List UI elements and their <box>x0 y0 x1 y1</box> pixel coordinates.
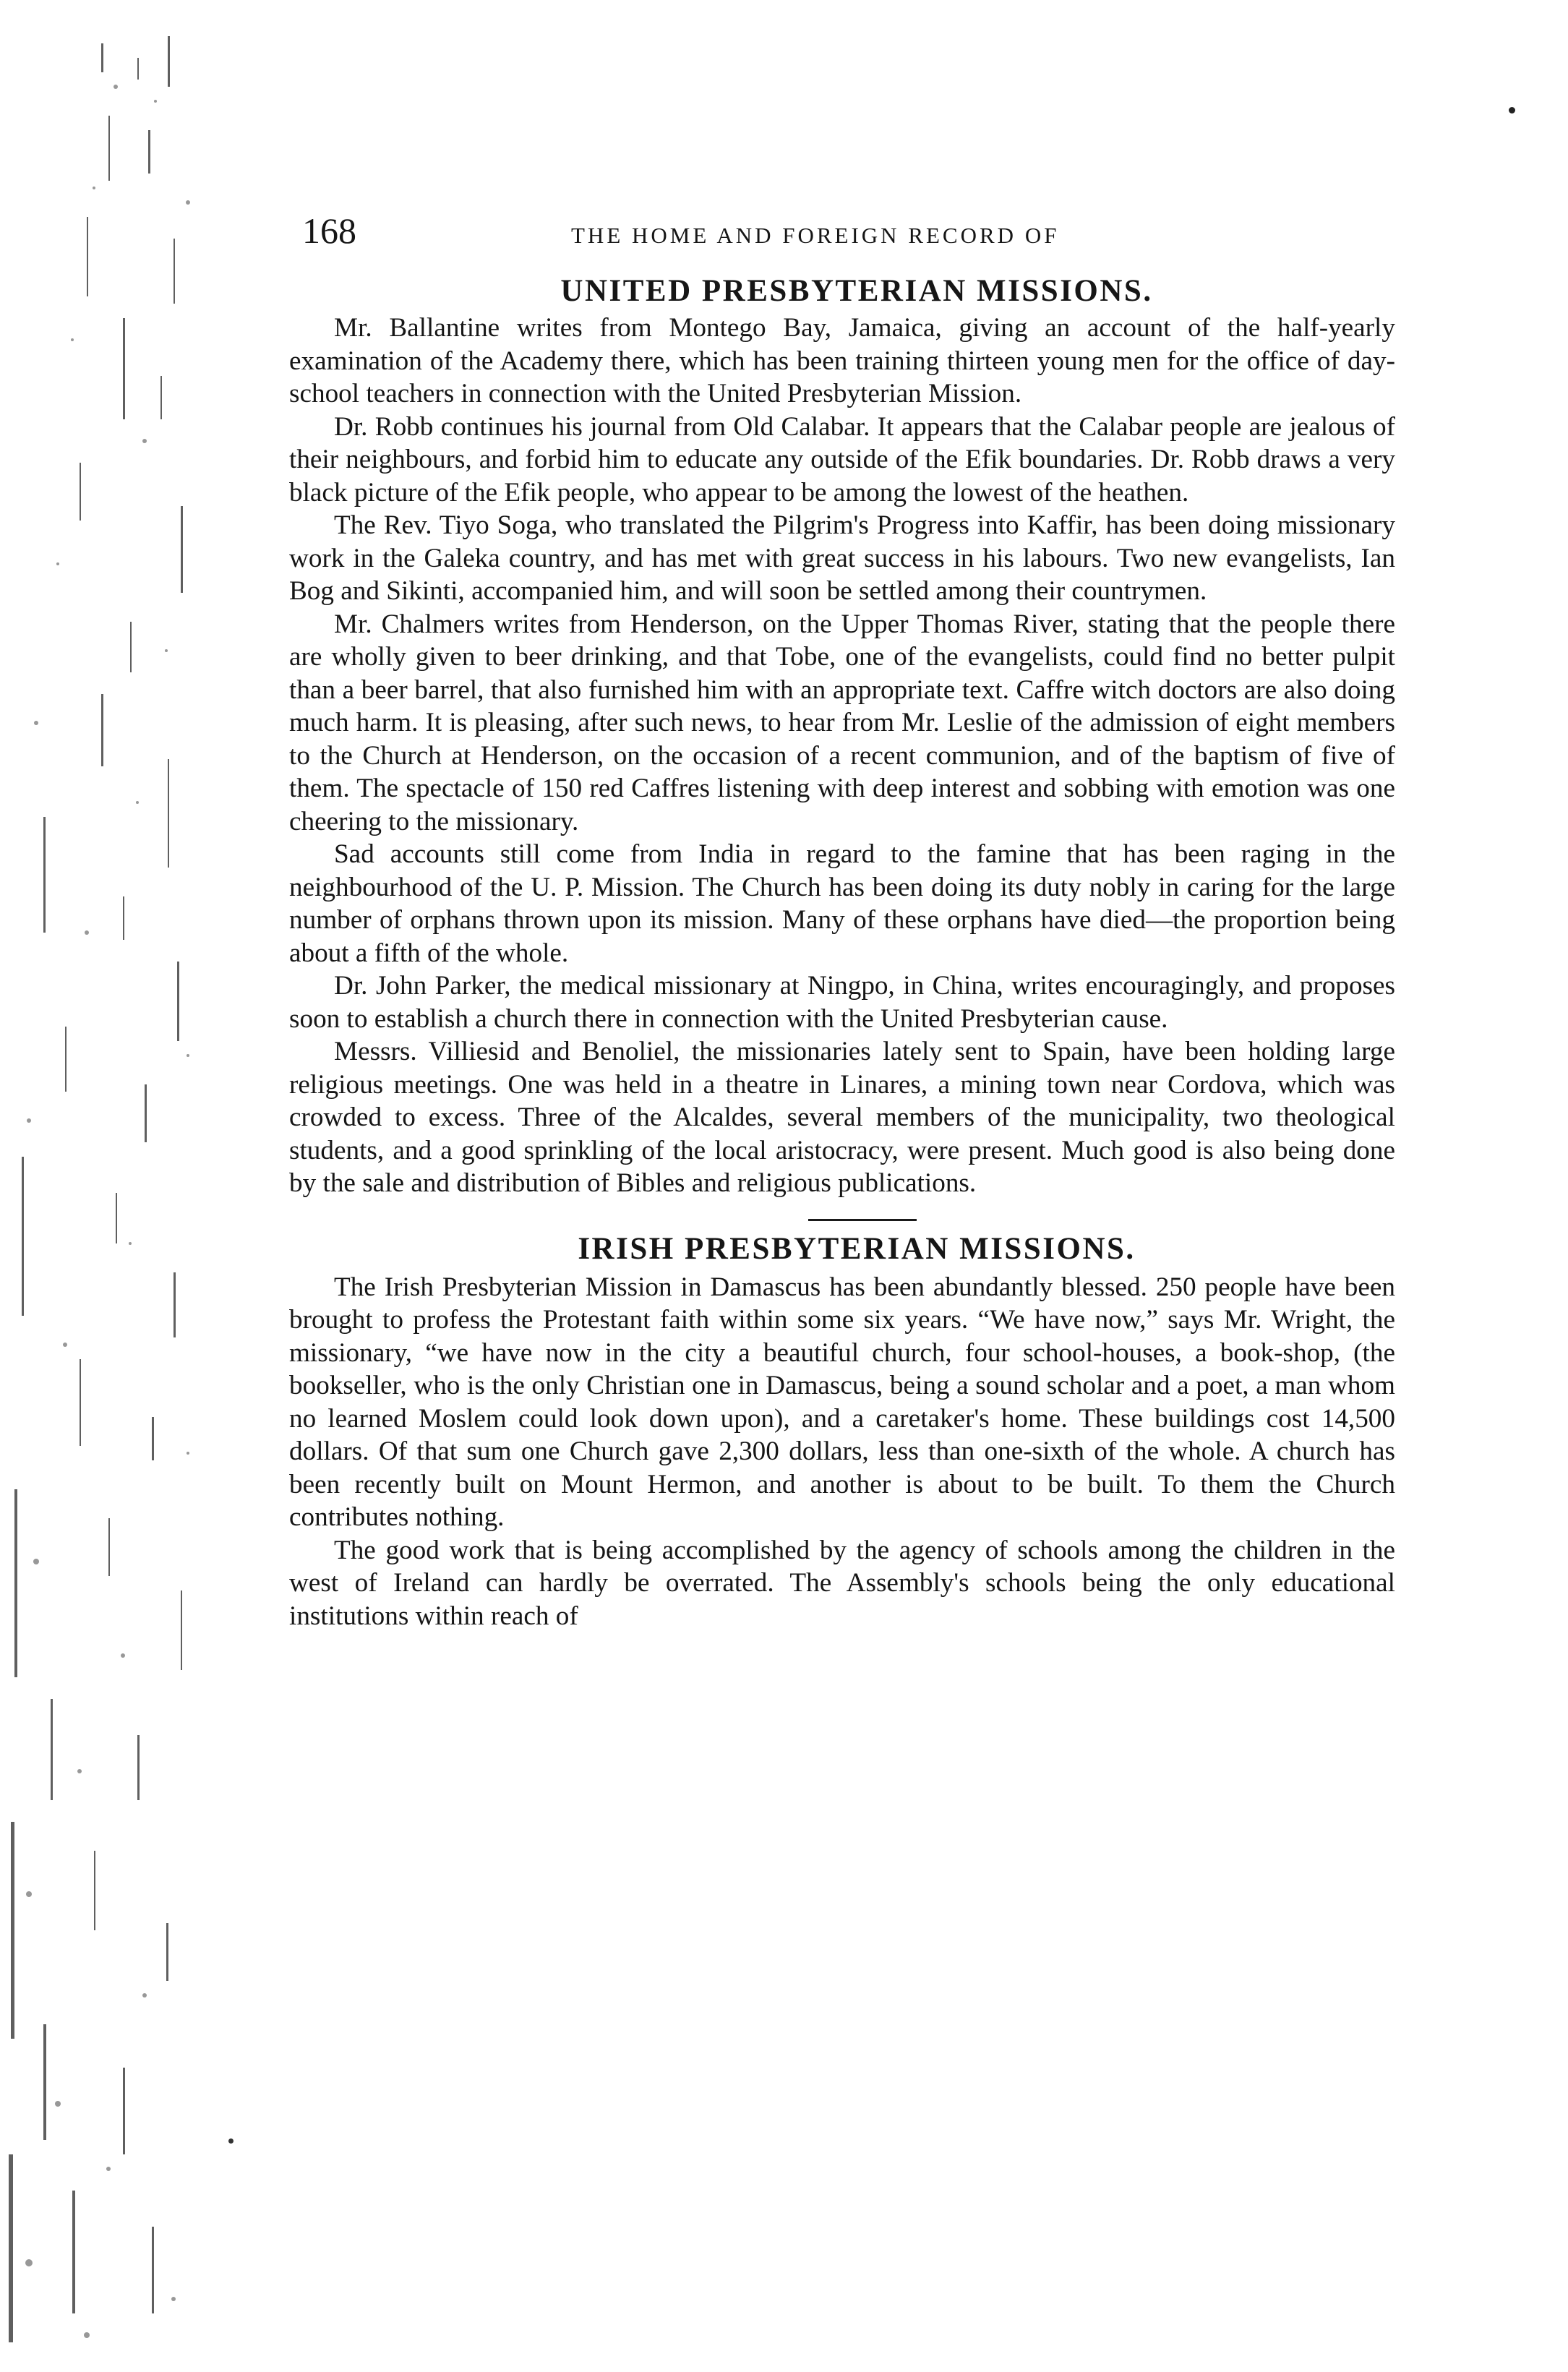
paragraph: Mr. Chalmers writes from Henderson, on the Upper Thomas River, stating that the people there are wholly given to beer drinking, and that Tobe, one of the evangelists, could find no better pulpit than a beer barrel, that also furnished him with an appropriate text. Caffre witch doctors are also doing much harm. It is pleasing, after such news, to hear from Mr. Leslie of the admission of eight members to the Church at Henderson, on the occasion of a recent communion, and of the baptism of five of them. The spectacle of 150 red Caffres listening with deep interest and sobbing with emotion was one cheering to the missionary. <box>289 609 1395 836</box>
paragraph: The Irish Presbyterian Mission in Damascus has been abundantly blessed. 250 people have been brought to profess the Protestant faith within some six years. “We have now,” says Mr. Wright, the missionary, “we have now in the city a beautiful church, four school-houses, a book-shop, (the bookseller, who is the only Christian one in Damascus, being a sound scholar and a poet, a man whom no learned Moslem could look down upon), and a caretaker's home. These buildings cost 14,500 dollars. Of that sum one Church gave 2,300 dollars, less than one-sixth of the whole. A church has been recently built on Mount Hermon, and another is about to be built. To them the Church contributes nothing. <box>289 1272 1395 1532</box>
section-heading: UNITED PRESBYTERIAN MISSIONS. <box>560 274 1153 308</box>
margin-speck <box>1509 107 1515 114</box>
paragraph: The good work that is being accomplished by the agency of schools among the children in the west of Ireland can hardly be overrated. The Assembly's schools being the only educational institutions within reach of <box>289 1535 1395 1631</box>
running-head <box>289 210 1395 267</box>
paragraph: Mr. Ballantine writes from Montego Bay, Jamaica, giving an account of the half-yearly examination of the Academy there, which has been training thirteen young men for the office of day-school teachers in connection with the United Presbyterian Mission. <box>289 313 1395 408</box>
paragraph: Dr. Robb continues his journal from Old Calabar. It appears that the Calabar people are jealous of their neighbours, and forbid him to educate any outside of the Efik boundaries. Dr. Robb draws a very black picture of the Efik people, who appear to be among the lowest of the heathen. <box>289 411 1395 508</box>
section-heading: IRISH PRESBYTERIAN MISSIONS. <box>578 1231 1136 1266</box>
binding-edge <box>0 0 217 2372</box>
page-number: 168 <box>302 210 356 251</box>
paragraph: Sad accounts still come from India in regard to the famine that has been raging in the neighbourhood of the U. P. Mission. The Church has been doing its duty nobly in caring for the large number of orphans thrown upon its mission. Many of these orphans have died—the proportion being about a fifth of the whole. <box>289 839 1395 968</box>
margin-speck <box>228 2138 234 2144</box>
running-title: THE HOME AND FOREIGN RECORD OF <box>571 223 1060 248</box>
paragraph: Dr. John Parker, the medical missionary at Ningpo, in China, writes encouragingly, and proposes soon to establish a church there in connection with the United Presbyterian cause. <box>289 971 1395 1034</box>
page-content <box>289 210 1395 1632</box>
section-divider <box>808 1219 917 1221</box>
paragraph: The Rev. Tiyo Soga, who translated the Pilgrim's Progress into Kaffir, has been doing missionary work in the Galeka country, and has met with great success in his labours. Two new evangelists, Ian Bog and Sikinti, accompanied him, and will soon be settled among their countrymen. <box>289 510 1395 606</box>
binding-edge-speckle <box>0 0 217 2372</box>
paragraph: Messrs. Villiesid and Benoliel, the missionaries lately sent to Spain, have been holding large religious meetings. One was held in a theatre in Linares, a mining town near Cordova, which was crowded to excess. Three of the Alcaldes, several members of the municipality, two theological students, and a good sprinkling of the local aristocracy, were present. Much good is also being done by the sale and distribution of Bibles and religious publications. <box>289 1037 1395 1198</box>
